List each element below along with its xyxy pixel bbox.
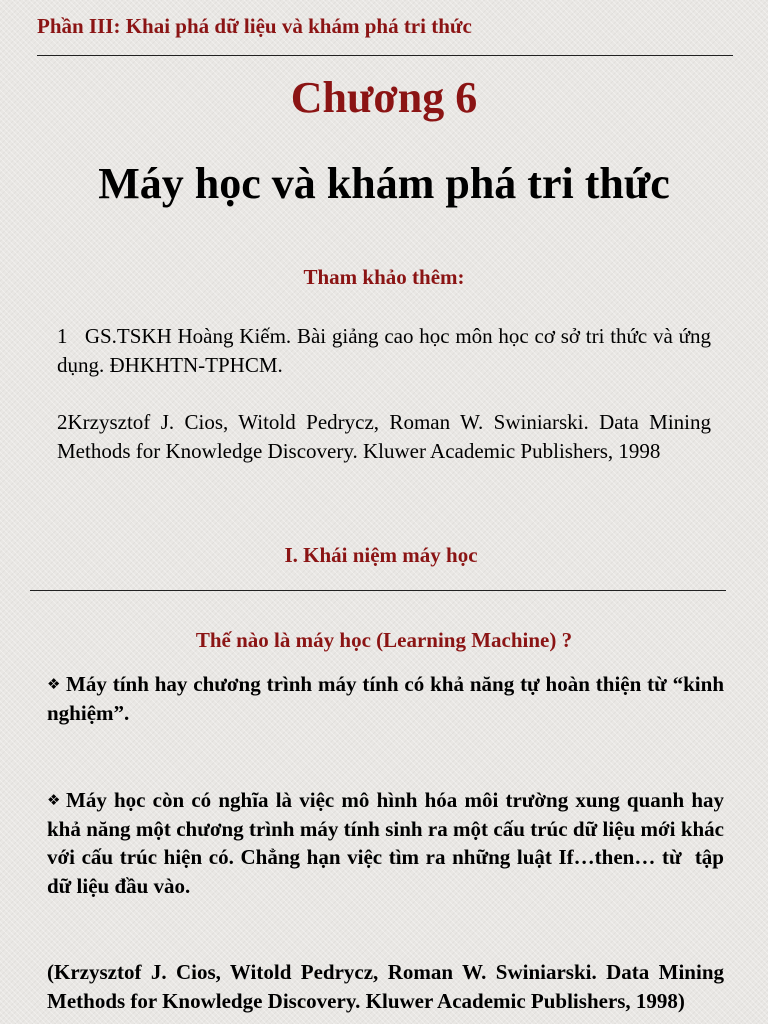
paragraph-2 bbox=[47, 786, 730, 900]
chapter-number: Chương 6 bbox=[290, 73, 478, 122]
diamond-bullet-icon: ❖ bbox=[47, 791, 61, 809]
chapter-title: Máy học và khám phá tri thức bbox=[98, 159, 670, 208]
part-heading: Phần III: Khai phá dữ liệu và khám phá tri thức bbox=[37, 14, 472, 38]
citation-paragraph: (Krzysztof J. Cios, Witold Pedrycz, Roman W. Swiniarski. Data Mining Methods for Knowledge Discovery. Kluwer Academic Publishers, 1998) bbox=[47, 960, 724, 1013]
question-heading: Thế nào là máy học (Learning Machine) ? bbox=[195, 628, 573, 652]
section-divider bbox=[30, 590, 726, 591]
diamond-bullet-icon: ❖ bbox=[47, 675, 61, 693]
top-divider bbox=[37, 55, 733, 56]
paragraph-2-text: Máy học còn có nghĩa là việc mô hình hóa môi trường xung quanh hay khả năng một chương trình máy tính sinh ra một cấu trúc dữ liệu mới khác với cấu trúc hiện có. Chẳng hạn việc tìm ra những luật If…then… từ tập dữ liệu đầu vào. bbox=[47, 788, 730, 898]
paragraph-1 bbox=[47, 670, 724, 727]
references-heading: Tham khảo thêm: bbox=[303, 265, 465, 289]
reference-item-2: 2Krzysztof J. Cios, Witold Pedrycz, Roman W. Swiniarski. Data Mining Methods for Knowledge Discovery. Kluwer Academic Publishers, 1998 bbox=[57, 410, 711, 463]
reference-item-1: 1 GS.TSKH Hoàng Kiếm. Bài giảng cao học môn học cơ sở tri thức và ứng dụng. ĐHKHTN-TPHCM. bbox=[57, 324, 717, 377]
section-heading: I. Khái niệm máy học bbox=[284, 543, 478, 567]
paragraph-1-text: Máy tính hay chương trình máy tính có khả năng tự hoàn thiện từ “kinh nghiệm”. bbox=[47, 672, 724, 725]
